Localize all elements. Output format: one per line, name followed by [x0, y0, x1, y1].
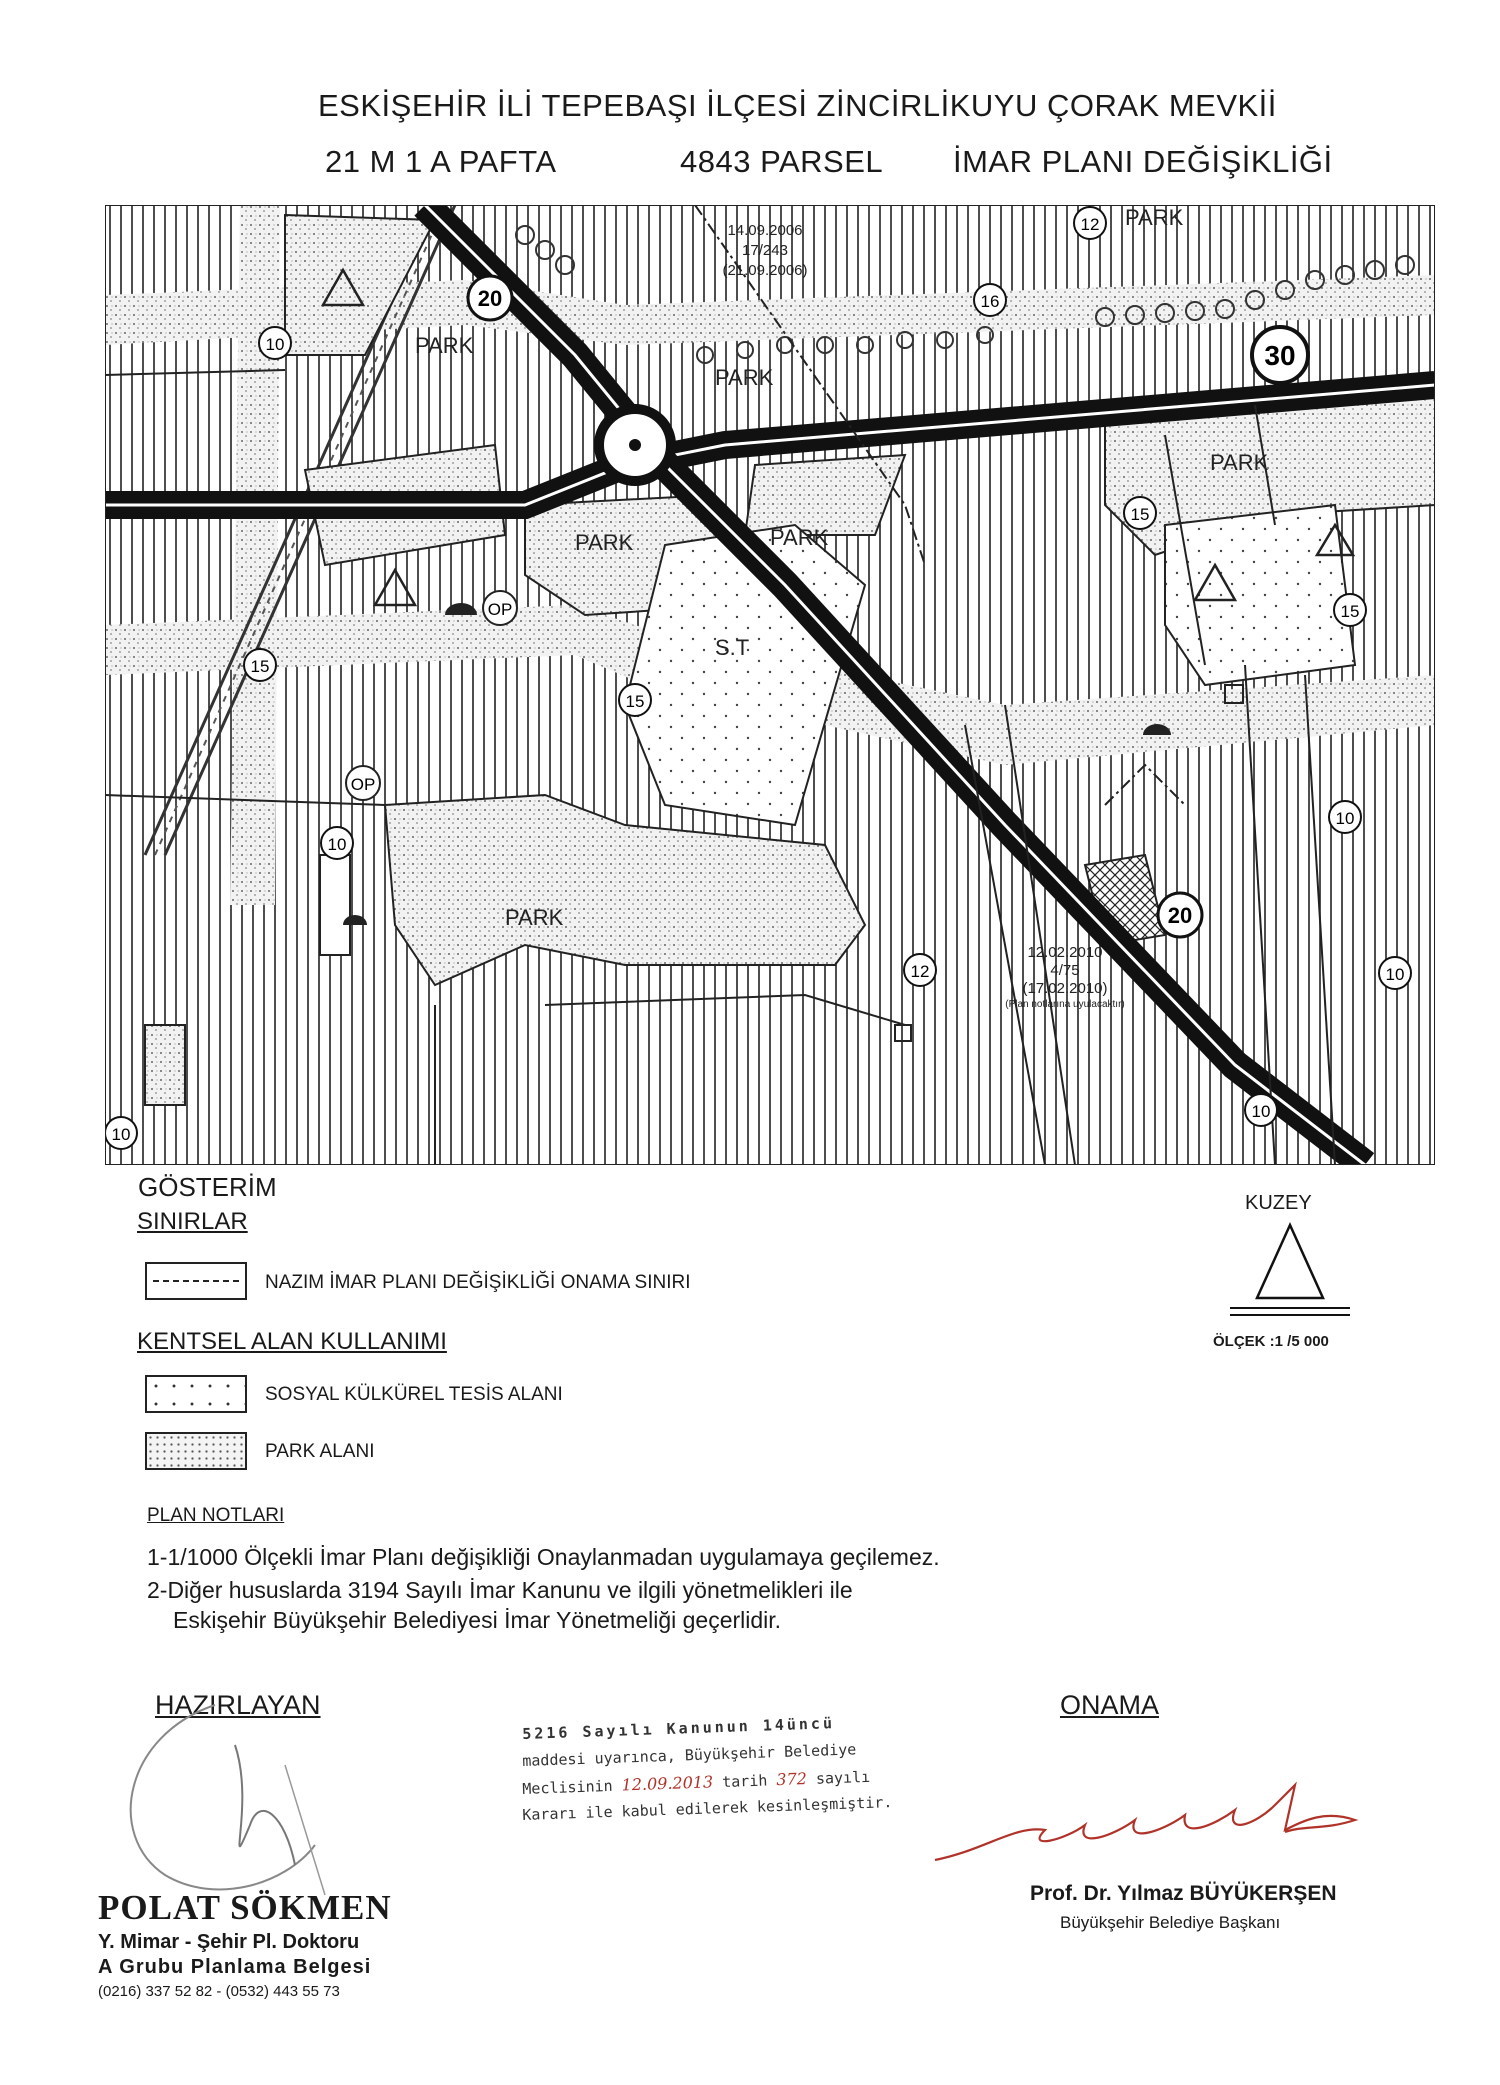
- map-scale: ÖLÇEK :1 /5 000: [1213, 1333, 1329, 1350]
- road-width-label: 20: [1167, 903, 1193, 928]
- op-label: OP: [350, 775, 376, 794]
- legend-park-label: PARK ALANI: [265, 1441, 375, 1462]
- park-swatch: [145, 1432, 247, 1470]
- annotation-number: 4/75: [1050, 962, 1080, 979]
- park-label: PARK: [1210, 450, 1269, 475]
- annotation-date: 14.09.2006: [727, 222, 803, 239]
- road-width-label: 20: [477, 286, 503, 311]
- park-label: PARK: [770, 525, 829, 550]
- map-title-sheet: 21 M 1 A PAFTA: [325, 144, 557, 179]
- plan-note-1: 1-1/1000 Ölçekli İmar Planı değişikliği Onaylanmadan uygulamaya geçilemez.: [147, 1544, 940, 1570]
- legend-social-cultural-label: SOSYAL KÜLKÜREL TESİS ALANI: [265, 1384, 563, 1405]
- legend-boundary-label: NAZIM İMAR PLANI DEĞİŞİKLİĞİ ONAMA SINIRI: [265, 1272, 691, 1293]
- park-label: PARK: [715, 365, 774, 390]
- road-width-label: 10: [1385, 965, 1405, 984]
- north-arrow-icon: [1225, 1220, 1355, 1320]
- road-width-label: 12: [910, 962, 930, 981]
- annotation-date: 12.02.2010: [1027, 944, 1103, 961]
- annotation-note: (Plan notlarına uyulacaktır): [1005, 999, 1125, 1010]
- road-width-label: 12: [1080, 215, 1100, 234]
- north-label: KUZEY: [1245, 1192, 1312, 1214]
- stamp-decision-date: 12.09.2013: [621, 1772, 714, 1795]
- stamp-line1: 5216 Sayılı Kanunun 14üncü: [522, 1714, 836, 1743]
- preparer-name: POLAT SÖKMEN: [98, 1888, 392, 1927]
- preparer-certificate: A Grubu Planlama Belgesi: [98, 1956, 372, 1978]
- park-label: PARK: [505, 905, 564, 930]
- road-width-label: 15: [1340, 602, 1360, 621]
- boundary-swatch: [145, 1262, 247, 1300]
- social-cultural-swatch: [145, 1375, 247, 1413]
- legend-boundaries-heading: SINIRLAR: [137, 1208, 248, 1235]
- plan-notes-heading: PLAN NOTLARI: [147, 1505, 285, 1526]
- mayor-signature-icon: [925, 1770, 1385, 1880]
- stamp-sayili: sayılı: [815, 1767, 871, 1788]
- map-title-change: İMAR PLANI DEĞİŞİKLİĞİ: [953, 144, 1333, 179]
- preparer-heading: HAZIRLAYAN: [155, 1690, 321, 1720]
- legend-landuse-heading: KENTSEL ALAN KULLANIMI: [137, 1328, 447, 1355]
- park-label: PARK: [575, 530, 634, 555]
- road-width-label: 10: [265, 335, 285, 354]
- preparer-phone: (0216) 337 52 82 - (0532) 443 55 73: [98, 1983, 340, 2000]
- preparer-title: Y. Mimar - Şehir Pl. Doktoru: [98, 1931, 360, 1953]
- stamp-line2: maddesi uyarınca, Büyükşehir Belediye: [522, 1740, 857, 1770]
- annotation-number: 17/243: [742, 242, 788, 259]
- map-title-line1: ESKİŞEHİR İLİ TEPEBAŞI İLÇESİ ZİNCİRLİKUYU ÇORAK MEVKİİ: [318, 88, 1277, 123]
- stamp-meclis: Meclisinin: [522, 1776, 613, 1798]
- stamp-tarih: tarih: [721, 1771, 768, 1792]
- map-title-parcel: 4843 PARSEL: [680, 144, 884, 179]
- plan-note-2a: 2-Diğer hususlarda 3194 Sayılı İmar Kanunu ve ilgili yönetmelikleri ile: [147, 1577, 853, 1603]
- road-width-label: 15: [250, 657, 270, 676]
- mayor-title: Büyükşehir Belediye Başkanı: [1060, 1913, 1281, 1932]
- road-width-label: 10: [1335, 809, 1355, 828]
- road-width-label: 10: [111, 1125, 131, 1144]
- stamp-line4: Kararı ile kabul edilerek kesinleşmiştir.: [522, 1793, 893, 1824]
- park-label: PARK: [415, 333, 474, 358]
- road-width-label: 10: [327, 835, 347, 854]
- preparer-signature-icon: [85, 1685, 415, 1915]
- zoning-map: [105, 205, 1435, 1165]
- approval-heading: ONAMA: [1060, 1690, 1160, 1720]
- annotation-date: (21.09.2006): [722, 262, 808, 279]
- legend-heading: GÖSTERİM: [138, 1172, 277, 1202]
- road-width-label: 15: [1130, 505, 1150, 524]
- op-label: OP: [487, 600, 513, 619]
- plan-note-2b: Eskişehir Büyükşehir Belediyesi İmar Yönetmeliği geçerlidir.: [173, 1607, 782, 1633]
- road-width-label: 10: [1251, 1102, 1271, 1121]
- road-width-label: 16: [980, 292, 1000, 311]
- st-label: S.T: [715, 635, 750, 660]
- road-width-label: 15: [625, 692, 645, 711]
- stamp-line3: [522, 1767, 870, 1798]
- road-width-label: 30: [1264, 340, 1296, 371]
- stamp-decision-number: 372: [776, 1769, 808, 1790]
- park-label: PARK: [1125, 205, 1184, 230]
- annotation-date: (17.02.2010): [1022, 980, 1108, 997]
- mayor-name: Prof. Dr. Yılmaz BÜYÜKERŞEN: [1030, 1882, 1337, 1905]
